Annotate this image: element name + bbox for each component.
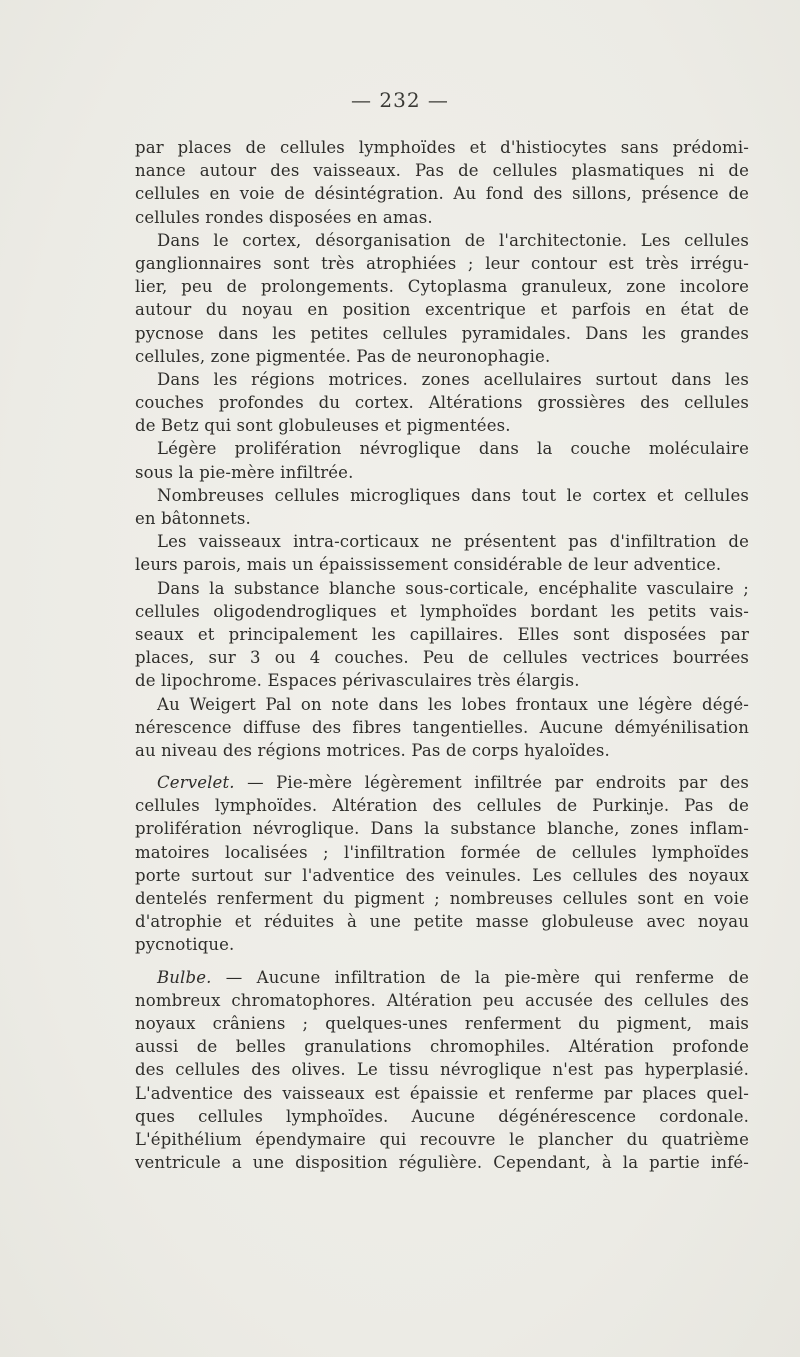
text-line: L'adventice des vaisseaux est épaissie et renferme par places quel- xyxy=(135,1083,749,1103)
text-line: matoires localisées ; l'infiltration formée de cellules lymphoïdes xyxy=(135,842,749,862)
text-line: aussi de belles granulations chromophiles. Altération profonde xyxy=(135,1037,749,1057)
text-line: cellules rondes disposées en amas. xyxy=(135,207,433,227)
text-line: nérescence diffuse des fibres tangentielles. Aucune démyénilisation xyxy=(135,717,749,737)
text-line: Dans le cortex, désorganisation de l'architectonie. Les cellules xyxy=(157,230,749,250)
text-body xyxy=(135,136,749,1174)
text-line: Les vaisseaux intra-corticaux ne présentent pas d'infiltration de xyxy=(157,532,749,552)
cervelet-first-line xyxy=(135,771,749,794)
text-line: cellules en voie de désintégration. Au fond des sillons, présence de xyxy=(135,184,749,204)
text-line: cellules lymphoïdes. Altération des cellules de Purkinje. Pas de xyxy=(135,796,749,816)
text-line: noyaux crâniens ; quelques-unes renferment du pigment, mais xyxy=(135,1013,749,1033)
text-line: Dans les régions motrices. zones acellulaires surtout dans les xyxy=(157,369,749,389)
text-line: sous la pie-mère infiltrée. xyxy=(135,462,354,482)
text-line: Dans la substance blanche sous-corticale, encéphalite vasculaire ; xyxy=(157,578,749,598)
text-line: porte surtout sur l'adventice des veinules. Les cellules des noyaux xyxy=(135,865,749,885)
text-line: ventricule a une disposition régulière. Cependant, à la partie infé- xyxy=(135,1153,749,1173)
text-line: par places de cellules lymphoïdes et d'histiocytes sans prédomi- xyxy=(135,138,749,157)
text-line: leurs parois, mais un épaississement considérable de leur adventice. xyxy=(135,555,722,575)
text-line: de Betz qui sont globuleuses et pigmentées. xyxy=(135,416,511,436)
text-line: Légère prolifération névroglique dans la couche moléculaire xyxy=(157,439,749,459)
text-line: lier, peu de prolongements. Cytoplasma granuleux, zone incolore xyxy=(135,277,749,297)
text-line: cellules, zone pigmentée. Pas de neuronophagie. xyxy=(135,346,551,366)
cervelet-heading: Cervelet. xyxy=(157,773,235,793)
text-line: au niveau des régions motrices. Pas de corps hyaloïdes. xyxy=(135,740,610,760)
text-line: L'épithélium épendymaire qui recouvre le plancher du quatrième xyxy=(135,1129,749,1149)
text-line: cellules oligodendrogliques et lymphoïdes bordant les petits vais- xyxy=(135,601,749,621)
text-line-rest: — Aucune infiltration de la pie-mère qui renferme de xyxy=(211,967,749,987)
text-line: en bâtonnets. xyxy=(135,509,251,528)
bulbe-first-line xyxy=(135,966,749,989)
text-line: d'atrophie et réduites à une petite masse globuleuse avec noyau xyxy=(135,912,749,932)
text-line: ques cellules lymphoïdes. Aucune dégénérescence cordonale. xyxy=(135,1106,749,1126)
text-line: couches profondes du cortex. Altérations grossières des cellules xyxy=(135,393,749,413)
text-line-rest: — Pie-mère légèrement infiltrée par endroits par des xyxy=(234,773,749,793)
text-line: pycnotique. xyxy=(135,935,235,955)
page-number: — 232 — xyxy=(351,88,449,112)
text-line: de lipochrome. Espaces périvasculaires très élargis. xyxy=(135,671,580,691)
text-line: places, sur 3 ou 4 couches. Peu de cellules vectrices bourrées xyxy=(135,648,749,668)
text-line: nombreux chromatophores. Altération peu accusée des cellules des xyxy=(135,990,749,1010)
text-line: nance autour des vaisseaux. Pas de cellules plasmatiques ni de xyxy=(135,161,749,181)
text-line: des cellules des olives. Le tissu névroglique n'est pas hyperplasié. xyxy=(135,1060,749,1080)
text-line: seaux et principalement les capillaires. Elles sont disposées par xyxy=(135,624,749,644)
text-line: prolifération névroglique. Dans la substance blanche, zones inflam- xyxy=(135,819,749,839)
text-line: ganglionnaires sont très atrophiées ; leur contour est très irrégu- xyxy=(135,253,749,273)
text-line: Au Weigert Pal on note dans les lobes frontaux une légère dégé- xyxy=(157,694,749,714)
text-line: autour du noyau en position excentrique et parfois en état de xyxy=(135,300,749,320)
text-line: pycnose dans les petites cellules pyramidales. Dans les grandes xyxy=(135,323,749,343)
text-line: Nombreuses cellules microgliques dans tout le cortex et cellules xyxy=(157,485,749,505)
text-line: dentelés renferment du pigment ; nombreuses cellules sont en voie xyxy=(135,889,749,908)
bulbe-heading: Bulbe. xyxy=(157,967,212,987)
